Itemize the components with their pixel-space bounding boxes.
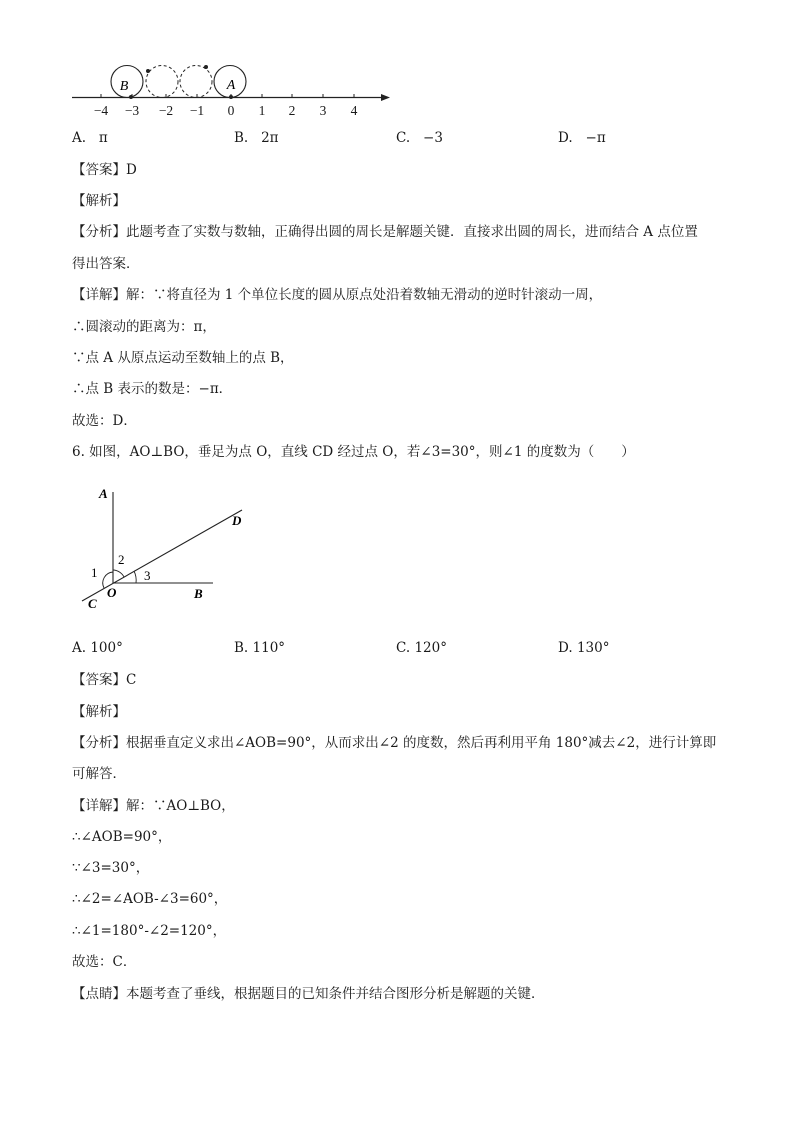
angle-figure [76,482,256,612]
label-a: A [99,486,108,501]
q6-detail-line-5: ∴∠1=180°-∠2=120°， [72,923,227,939]
line-cd [82,510,242,601]
q6-option-b [234,640,285,656]
q6-answer: 【答案】C [72,672,137,688]
q6-dianjing: 【点睛】本题考查了垂线，根据题目的已知条件并结合图形分析是解题的关键． [72,986,545,1002]
q6-detail-line-3: ∵∠3=30°， [72,860,150,876]
label-angle-3: 3 [144,568,151,583]
label-d: D [232,513,242,528]
q6-choose: 故选：C． [72,954,137,970]
option-letter: A. [72,640,87,656]
q6-question: 6. 如图，AO⊥BO，垂足为点 O，直线 CD 经过点 O，若∠3=30°，则∠1 的度数为（ ） [72,444,635,460]
option-letter: C. [396,130,411,146]
option-value: 120° [414,640,447,656]
option-letter: D. [558,640,573,656]
axis-arrow [381,94,390,101]
q5-option-d [558,130,606,146]
q6-analysis-line-2: 可解答． [72,766,126,782]
point-label-a: A [226,78,236,93]
option-value: −π [585,130,606,146]
option-value: 100° [90,640,123,656]
marker-dot [204,65,208,69]
marker-dot [129,95,133,99]
number-line-figure [60,58,400,120]
option-value: 110° [252,640,286,656]
label-o: O [107,585,117,600]
angle-3-arc [134,571,136,583]
tick-label: 2 [288,103,296,118]
option-letter: C. [396,640,411,656]
option-value: 130° [576,640,610,656]
label-angle-2: 2 [118,552,125,567]
q6-detail-line-1: 【详解】解：∵AO⊥BO， [72,798,235,814]
q5-option-a [72,130,108,146]
q5-choose: 故选：D． [72,413,137,429]
q6-option-c [396,640,447,656]
tick-label: −2 [158,103,174,118]
q5-option-c [396,130,443,146]
q6-option-d [558,640,609,656]
option-value: −3 [423,130,443,146]
q6-analysis-line-1: 【分析】根据垂直定义求出∠AOB=90°，从而求出∠2 的度数，然后再利用平角 180°减去∠2，进行计算即 [72,735,717,751]
dashed-circle-1 [146,66,178,98]
q5-answer: 【答案】D [72,162,137,178]
tick-label: 1 [258,103,266,118]
marker-dot [229,95,233,99]
q5-detail-line-3: ∵点 A 从原点运动至数轴上的点 B， [72,350,294,366]
label-b: B [194,586,203,601]
q5-analysis-heading: 【解析】 [72,193,126,209]
tick-label: 0 [227,103,235,118]
label-angle-1: 1 [91,565,98,580]
q5-detail-line-2: ∴圆滚动的距离为：π， [72,319,216,335]
q5-analysis-line-2: 得出答案． [72,256,140,272]
option-value: π [98,130,108,146]
option-letter: B. [234,130,249,146]
tick-label: 4 [350,103,358,118]
marker-dot [146,69,150,73]
q5-detail-line-4: ∴点 B 表示的数是：−π． [72,381,233,397]
option-letter: B. [234,640,249,656]
option-letter: A. [72,130,87,146]
tick-label: −1 [189,103,205,118]
tick-label: −3 [124,103,140,118]
q5-analysis-line-1: 【分析】此题考查了实数与数轴，正确得出圆的周长是解题关键．直接求出圆的周长，进而结合 A 点位置 [72,224,698,240]
dashed-circle-2 [180,66,212,98]
point-label-b: B [119,79,129,94]
q5-option-b [234,130,279,146]
tick-label: −4 [93,103,109,118]
angle-2-arc [113,570,124,577]
tick-label: 3 [319,103,327,118]
option-value: 2π [261,130,279,146]
q6-detail-line-4: ∴∠2=∠AOB-∠3=60°， [72,891,228,907]
q6-analysis-heading: 【解析】 [72,704,126,720]
q6-option-a [72,640,123,656]
q6-detail-line-2: ∴∠AOB=90°， [72,829,172,845]
q5-detail-line-1: 【详解】解：∵将直径为 1 个单位长度的圆从原点处沿着数轴无滑动的逆时针滚动一周， [72,287,603,303]
option-letter: D. [558,130,573,146]
label-c: C [88,596,97,611]
